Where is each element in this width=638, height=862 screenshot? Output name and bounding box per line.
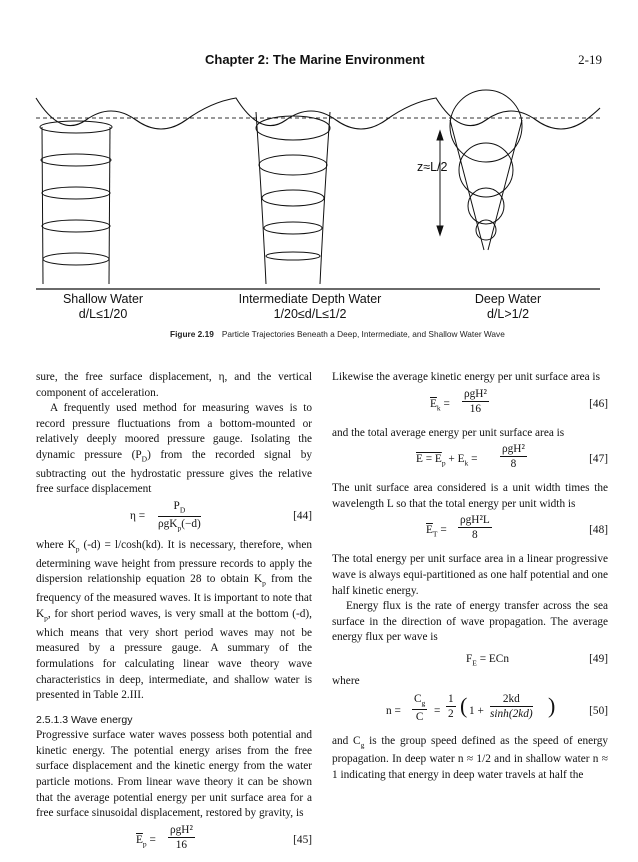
shallow-orbit [41, 154, 111, 166]
paragraph: Progressive surface water waves possess both potential and kinetic energy. The potential energy arises from the free surface displacement and the kinetic energy from the water particle motions. From linear wave theory it can be shown that the average potential energy per unit surface area for a free surface sinusoidal displacement, restored by gravity, is [36, 729, 312, 820]
shallow-orbit [42, 187, 110, 199]
depth-arrowhead [437, 226, 443, 235]
deep-title: Deep Water [474, 292, 542, 306]
caption-number: Figure 2.19 [170, 329, 214, 339]
equation-44: η = $P_D$ ρgK$_p$(−d) [44] [130, 500, 312, 533]
equation-47: $E = E_p + E_k$ = ρgH² 8 [47] [416, 443, 608, 471]
intermediate-envelope [320, 112, 330, 284]
chapter-title: Chapter 2: The Marine Environment [205, 52, 425, 67]
paragraph: Likewise the average kinetic energy per unit surface area is [332, 371, 600, 383]
deep-orbit [468, 188, 504, 224]
paragraph: A frequently used method for measuring waves is to record pressure fluctuations from a bottom-mounted or relatively deeply moored pressure gauge. Isolating the dynamic pressure $(P_D)$ from the recorded signal by subtracting out the hydrostatic pressure gives the relative free surface displacement [36, 402, 313, 496]
deep-envelope [488, 120, 522, 250]
deep-orbit-group [437, 90, 522, 250]
paragraph: where [332, 674, 360, 687]
paragraph: and the total average energy per unit surface area is [332, 426, 565, 439]
equation-49: $F_E$ = ECn [49] [466, 652, 608, 668]
deep-water-label [458, 292, 558, 322]
depth-arrowhead [437, 131, 443, 140]
shallow-water-label [48, 292, 158, 322]
shallow-orbit-line [109, 127, 110, 284]
section-heading: 2.5.1.3 Wave energy [36, 713, 133, 726]
deep-envelope [450, 120, 484, 250]
intermediate-orbit [266, 252, 320, 260]
deep-range: d/L>1/2 [486, 307, 530, 321]
intermediate-title: Intermediate Depth Water [238, 292, 382, 306]
shallow-orbit [40, 121, 112, 133]
intermediate-orbit [262, 190, 324, 206]
shallow-orbit-line [42, 127, 43, 284]
caption-text: Particle Trajectories Beneath a Deep, Intermediate, and Shallow Water Wave [221, 329, 505, 339]
shallow-orbit [43, 253, 109, 265]
intermediate-water-label [220, 292, 400, 322]
shallow-title: Shallow Water [62, 292, 144, 306]
paragraph: where $K_p$ (-d) = l/cosh(kd). It is necessary, therefore, when determining wave height from pressure records to apply the dispersion relationship equation 28 to obtain $K_p$ from the frequency of the measured waves. It is important to note that $K_p$, for short period waves, is very small at the bottom (-d), which means that very short period waves may not be measured by a pressure gauge. A summary of the formulations for calculating linear wave theory wave characteristics in deep, intermediate, and shallow water is presented in Table 2.III. [36, 539, 312, 702]
paragraph: The unit surface area considered is a unit width times the wavelength L so that the total energy per unit width is [332, 482, 608, 510]
intermediate-range: 1/20≤d/L≤1/2 [273, 307, 347, 321]
particle-trajectory-figure [0, 0, 638, 330]
page-number: 2-19 [578, 52, 602, 67]
equation-46: $\overline{E}_k$ = ρgH² 16 [46] [430, 387, 608, 415]
paragraph: and $C_g$ is the group speed defined as the speed of energy propagation. In deep water n ≈ 1/2 and in shallow water n ≈ 1 indicating that energy in deep water travels at half the [332, 734, 609, 781]
intermediate-orbit-group [256, 112, 330, 284]
deep-orbit [450, 90, 522, 162]
paragraph: sure, the free surface displacement, η, and the vertical component of acceleration. [36, 371, 312, 399]
intermediate-envelope [256, 112, 266, 284]
paragraph: The total energy per unit surface area in a linear progressive wave is always equi-partitioned as one half potential and one half kinetic energy. [332, 553, 608, 597]
equation-48: $\overline{E}_T$ = ρgH²L 8 [48] [426, 514, 608, 542]
deep-orbit [459, 143, 513, 197]
equation-45: $\overline{E}_p$ = ρgH² 16 [45] [136, 823, 312, 851]
shallow-orbit [42, 220, 110, 232]
figure-caption [170, 329, 505, 339]
wave-profile [36, 98, 600, 129]
shallow-orbit-group [40, 121, 112, 284]
shallow-range: d/L≤1/20 [78, 307, 128, 321]
equation-50: n = $\frac{C_g}{C}$ = $\frac{1}{2}$ ( 1 + $\frac{2kd}{\sinh(2kd)}$ ) [50] [386, 692, 608, 723]
left-column [36, 370, 312, 862]
intermediate-orbit [259, 155, 327, 175]
depth-label: z≈L/2 [417, 160, 448, 174]
intermediate-orbit [264, 222, 322, 234]
right-column [332, 370, 608, 784]
paragraph: Energy flux is the rate of energy transfer across the sea surface in the direction of wave propagation. The average energy flux per wave is [332, 600, 608, 644]
intermediate-orbit [256, 116, 330, 140]
